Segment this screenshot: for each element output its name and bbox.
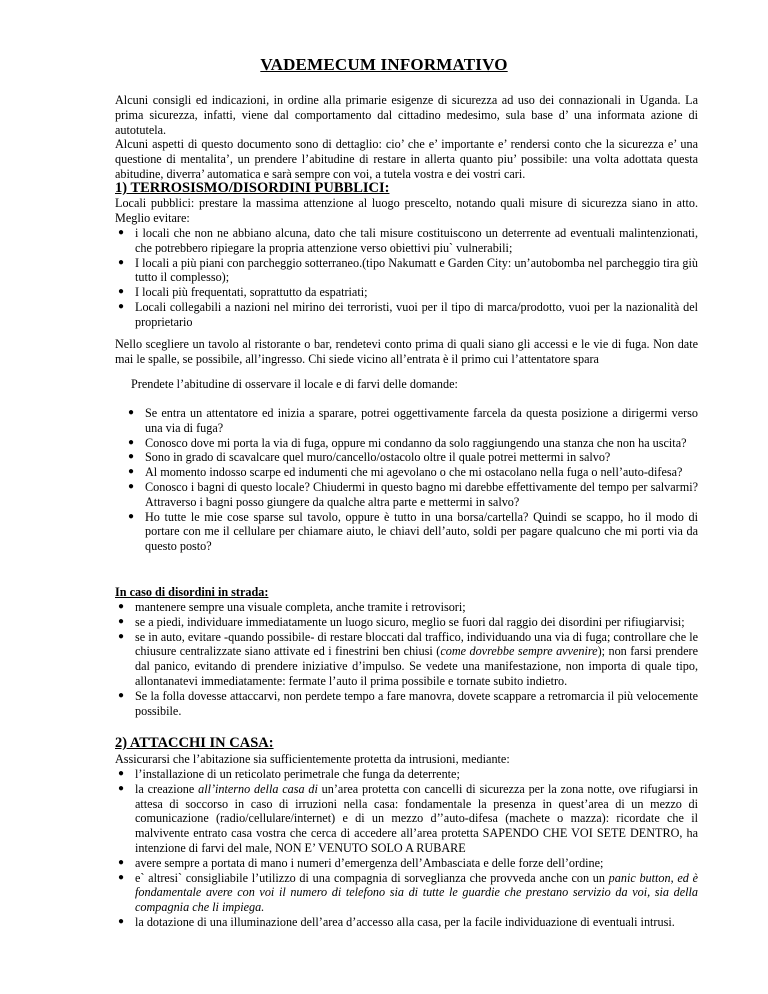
list-item: ● avere sempre a portata di mano i numeri d’emergenza dell’Ambasciata e delle forze dell’ordine; [118,855,604,870]
section-1-heading: 1) TERROSISMO/DISORDINI PUBBLICI: [115,180,390,196]
list-item: ● l’installazione di un reticolato perimetrale che funga da deterrente; [118,767,460,781]
avoid-list [118,226,698,330]
list-item: ● Locali collegabili a nazioni nel mirino dei terroristi, vuoi per il tipo di marca/prodotto, vuoi per la nazionalità del proprietario [118,299,698,329]
list-item: ● la creazione all’interno della casa di un’area protetta con cancelli di sicurezza per la zona notte, ove rifugiarsi in attesa di soccorso in caso di irruzioni nella casa: fondamentale la presenza in quest’area di un mezzo di comunicazione (radio/cellulare/internet) e di un mezzo d’’auto-difesa (machete o mazza): ricordate che il malvivente entrato casa vostra che cerca di accedere all’area protetta SAPENDO CHE VOI SETE DENTRO, ha intenzione di farvi del male, NON E’ VENUTO SOLO A RUBARE [118,781,698,855]
list-item: ● i locali che non ne abbiano alcuna, dato che tali misure costituiscono un deterrente ad eventuali malintenzionati, che potrebbero ripiegare la propria attenzione verso obiettivi piu` vulnerabili; [118,226,698,255]
list-item: ● Se entra un attentatore ed inizia a sparare, potrei oggettivamente farcela da questa posizione a dirigermi verso una via di fuga? [128,406,698,435]
bullet-icon: ● [128,451,135,463]
bullet-icon: ● [118,615,125,627]
list-item: ● I locali più frequentati, soprattutto da espatriati; [118,285,368,300]
street-heading: In caso di disordini in strada: [115,585,269,599]
bullet-icon: ● [118,286,125,298]
bullet-icon: ● [128,510,135,522]
street-list [118,600,698,718]
bullet-icon: ● [118,782,125,794]
bullet-icon: ● [128,407,135,418]
list-item: ● se in auto, evitare -quando possibile- di restare bloccati dal traffico, individuando una via di fuga; controllare che le chiusure centralizzate siano attivate ed i finestrini ben chiusi (come dovrebbe sempre avvenire); non farsi prendere dal panico, evitando di prendere iniziative d’impulso. Se vedete una manifestazione, non importa di quale tipo, allontanatevi immediatamente: fermate l’auto il prima possibile e tornate subito indietro. [118,629,698,688]
bullet-icon: ● [118,601,125,612]
list-item: ● la dotazione di una illuminazione dell’area d’accesso alla casa, per la facile individuazione di eventuali intrusi. [118,914,675,929]
bullet-icon: ● [118,630,125,642]
bullet-icon: ● [118,256,125,268]
list-item: ● Se la folla dovesse attaccarvi, non perdete tempo a fare manovra, dovete scappare a retromarcia il più velocemente possibile. [118,688,698,718]
bullet-icon: ● [118,300,125,312]
list-item: ● I locali a più piani con parcheggio sotterraneo.(tipo Nakumatt e Garden City: un’autobomba nel parcheggio tira giù tutto il complesso); [118,255,698,285]
bullet-icon: ● [128,436,135,448]
section-2-heading: 2) ATTACCHI IN CASA: [115,735,274,751]
list-item: ● e` altresi` consigliabile l’utilizzo di una compagnia di sorveglianza che provveda anche con un panic button, ed è fondamentale avere con voi il numero di telefono sia di tutte le guardie che prestano servizio da voi, sia della compagnia che li impiega. [118,870,698,915]
bullet-icon: ● [128,480,135,492]
home-list [118,767,698,930]
intro-paragraph-1: Alcuni consigli ed indicazioni, in ordine alla primarie esigenze di sicurezza ad uso dei connazionali in Uganda. La prima sicurezza, infatti, viene dal comportamento dal cittadino medesimo, sula base d’ una informata azione di autotutela. [115,93,698,137]
document-title: VADEMECUM INFORMATIVO [260,55,508,74]
bullet-icon: ● [118,768,125,779]
questions-lead: Prendete l’abitudine di osservare il locale e di farvi delle domande: [131,377,458,391]
bullet-icon: ● [118,689,125,701]
list-item: ● Sono in grado di scavalcare quel muro/cancello/ostacolo oltre il quale potrei mettermi in salvo? [128,450,611,465]
list-item: ● mantenere sempre una visuale completa, anche tramite i retrovisori; [118,600,466,614]
list-item: ● Al momento indosso scarpe ed indumenti che mi agevolano o che mi ostacolano nella fuga o nell’auto-difesa? [128,465,683,480]
list-item: ● Conosco dove mi porta la via di fuga, oppure mi condanno da solo raggiungendo una stanza che non ha uscita? [128,435,687,450]
section-2-lead: Assicurarsi che l’abitazione sia sufficientemente protetta da intrusioni, mediante: [115,752,510,766]
section-1-lead: Locali pubblici: prestare la massima attenzione al luogo prescelto, notando quali misure di sicurezza siano in atto. Meglio evitare: [115,196,698,225]
intro-paragraph-2: Alcuni aspetti di questo documento sono di dettaglio: cio’ che e’ importante e’ rendersi conto che la sicurezza e’ una questione di mentalita’, un prendere l’abitudine di restare in allerta quanto piu’ possibile: una volta adottata questa abitudine, diverra’ automatica e sarà sempre con voi, a tutela vostra e dei vostri cari. [115,137,698,181]
bullet-icon: ● [118,856,125,868]
bullet-icon: ● [118,915,125,927]
bullet-icon: ● [118,227,125,238]
list-item: ● se a piedi, individuare immediatamente un luogo sicuro, meglio se fuori dal raggio dei disordini per rifiugiarvisi; [118,614,685,629]
questions-list [128,406,698,554]
list-item: ● Conosco i bagni di questo locale? Chiudermi in questo bagno mi darebbe effettivamente del tempo per salvarmi? Attraverso i bagni posso giungere da qualche altra parte e mettermi in salvo? [128,479,698,509]
list-item: ● Ho tutte le mie cose sparse sul tavolo, oppure è tutto in una borsa/cartella? Quindi se scappo, ho il modo di portare con me il cellulare per chiamare aiuto, le chiavi dell’auto, soldi per pagare qualcuno che mi porti via da questo posto? [128,509,698,554]
bullet-icon: ● [118,871,125,883]
table-advice-paragraph: Nello scegliere un tavolo al ristorante o bar, rendetevi conto prima di quali siano gli accessi e le vie di fuga. Non date mai le spalle, se possibile, all’ingresso. Chi siede vicino all’entrata è il primo cui l’attentatore spara [115,337,698,366]
bullet-icon: ● [128,466,135,478]
